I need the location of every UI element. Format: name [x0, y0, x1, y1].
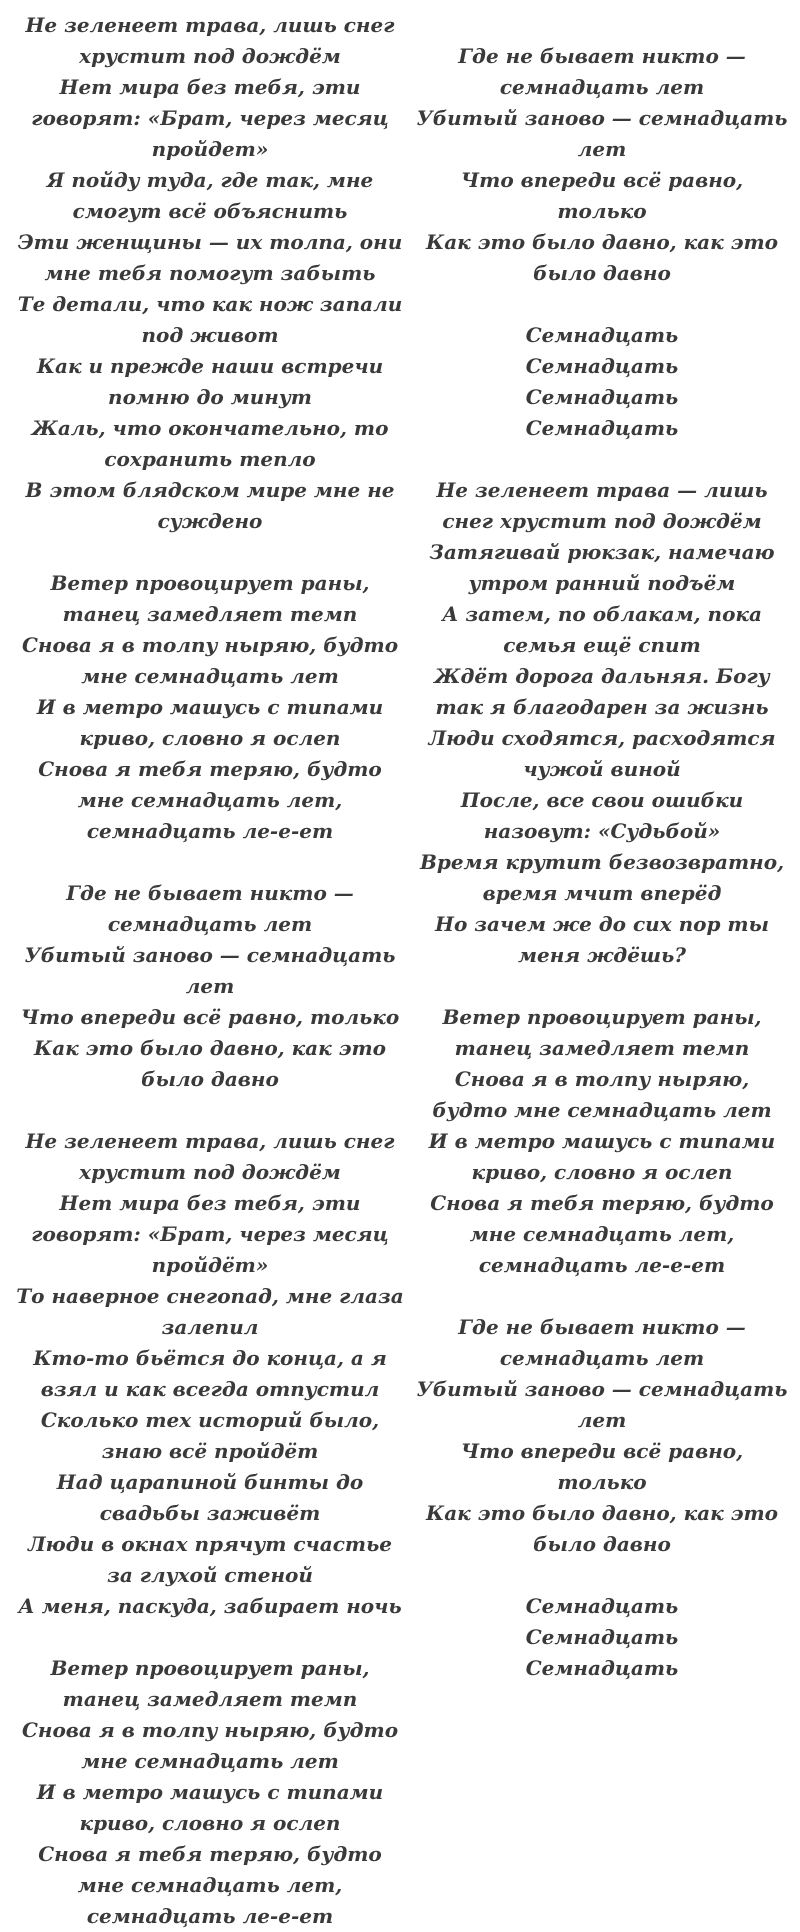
stanza-break — [414, 1281, 790, 1312]
stanza-break — [14, 1095, 406, 1126]
lyric-line: Что впереди всё равно, только — [460, 1439, 744, 1494]
lyric-line: Нет мира без тебя, эти говорят: «Брат, через месяц пройдет» — [31, 75, 389, 161]
lyric-line: Семнадцать — [525, 1625, 679, 1649]
lyrics-column-right — [414, 41, 790, 1684]
lyric-line: Я пойду туда, где так, мне смогут всё объяснить — [46, 168, 374, 223]
lyric-line: Семнадцать — [525, 354, 679, 378]
lyric-line: Как это было давно, как это было давно — [426, 230, 778, 285]
lyric-line: Не зеленеет трава, лишь снег хрустит под дождём — [25, 1129, 395, 1184]
lyric-line: И в метро машусь с типами криво, словно я ослеп — [36, 1780, 384, 1835]
lyric-line: Семнадцать — [525, 1594, 679, 1618]
lyric-line: Над царапиной бинты до свадьбы заживёт — [56, 1470, 364, 1525]
lyric-line: Снова я в толпу ныряю, будто мне семнадцать лет — [21, 1718, 399, 1773]
lyric-line: Семнадцать — [525, 385, 679, 409]
lyric-line: Что впереди всё равно, только — [20, 1005, 400, 1029]
lyric-line: Снова я тебя теряю, будто мне семнадцать лет, семнадцать ле-е-ет — [38, 1842, 382, 1928]
lyric-line: Что впереди всё равно, только — [460, 168, 744, 223]
lyric-line: Семнадцать — [525, 416, 679, 440]
stanza-break — [414, 1560, 790, 1591]
lyric-line: Как это было давно, как это было давно — [34, 1036, 386, 1091]
lyric-line: Снова я тебя теряю, будто мне семнадцать лет, семнадцать ле-е-ет — [430, 1191, 774, 1277]
lyric-line: А меня, паскуда, забирает ночь — [18, 1594, 402, 1618]
lyric-line: Убитый заново — семнадцать лет — [416, 106, 788, 161]
lyric-line: В этом блядском мире мне не суждено — [25, 478, 395, 533]
lyric-line: И в метро машусь с типами криво, словно я ослеп — [36, 695, 384, 750]
stanza-break — [14, 537, 406, 568]
lyric-line: После, все свои ошибки назовут: «Судьбой» — [460, 788, 744, 843]
lyric-line: Где не бывает никто — семнадцать лет — [458, 44, 746, 99]
lyric-line: Нет мира без тебя, эти говорят: «Брат, через месяц пройдёт» — [31, 1191, 389, 1277]
lyric-line: Ветер провоцирует раны, танец замедляет темп — [442, 1005, 762, 1060]
lyric-line: Снова я тебя теряю, будто мне семнадцать лет, семнадцать ле-е-ет — [38, 757, 382, 843]
lyric-line: Но зачем же до сих пор ты меня ждёшь? — [435, 912, 769, 967]
stanza-break — [14, 1622, 406, 1653]
lyric-line: То наверное снегопад, мне глаза залепил — [16, 1284, 404, 1339]
lyric-line: Эти женщины — их толпа, они мне тебя помогут забыть — [17, 230, 403, 285]
lyric-line: А затем, по облакам, пока семья ещё спит — [442, 602, 762, 657]
lyric-line: Не зеленеет трава — лишь снег хрустит под дождём — [436, 478, 768, 533]
lyric-line: Убитый заново — семнадцать лет — [416, 1377, 788, 1432]
lyric-line: Семнадцать — [525, 323, 679, 347]
lyric-line: И в метро машусь с типами криво, словно я ослеп — [428, 1129, 776, 1184]
lyric-line: Ждёт дорога дальняя. Богу так я благодарен за жизнь — [434, 664, 770, 719]
stanza-break — [414, 289, 790, 320]
lyric-line: Где не бывает никто — семнадцать лет — [66, 881, 354, 936]
lyric-line: Как это было давно, как это было давно — [426, 1501, 778, 1556]
lyric-line: Ветер провоцирует раны, танец замедляет темп — [50, 571, 370, 626]
stanza-break — [414, 971, 790, 1002]
stanza-break — [14, 847, 406, 878]
stanza-break — [414, 444, 790, 475]
lyric-line: Жаль, что окончательно, то сохранить тепло — [31, 416, 389, 471]
lyric-line: Сколько тех историй было, знаю всё пройдёт — [40, 1408, 380, 1463]
lyric-line: Люди в окнах прячут счастье за глухой стеной — [27, 1532, 393, 1587]
lyric-line: Где не бывает никто — семнадцать лет — [458, 1315, 746, 1370]
lyric-line: Снова я в толпу ныряю, будто мне семнадцать лет — [21, 633, 399, 688]
lyric-line: Семнадцать — [525, 1656, 679, 1680]
lyric-line: Не зеленеет трава, лишь снег хрустит под дождём — [25, 13, 395, 68]
lyric-line: Люди сходятся, расходятся чужой виной — [428, 726, 776, 781]
lyric-line: Ветер провоцирует раны, танец замедляет темп — [50, 1656, 370, 1711]
lyric-line: Убитый заново — семнадцать лет — [24, 943, 396, 998]
lyric-line: Снова я в толпу ныряю, будто мне семнадцать лет — [432, 1067, 772, 1122]
lyric-line: Те детали, что как нож запали под живот — [17, 292, 403, 347]
lyric-line: Время крутит безвозвратно, время мчит вперёд — [419, 850, 785, 905]
lyric-line: Как и прежде наши встречи помню до минут — [36, 354, 384, 409]
lyric-line: Кто-то бьётся до конца, а я взял и как всегда отпустил — [33, 1346, 387, 1401]
lyric-line: Затягивай рюкзак, намечаю утром ранний подъём — [429, 540, 775, 595]
lyrics-column-left — [14, 10, 406, 1932]
